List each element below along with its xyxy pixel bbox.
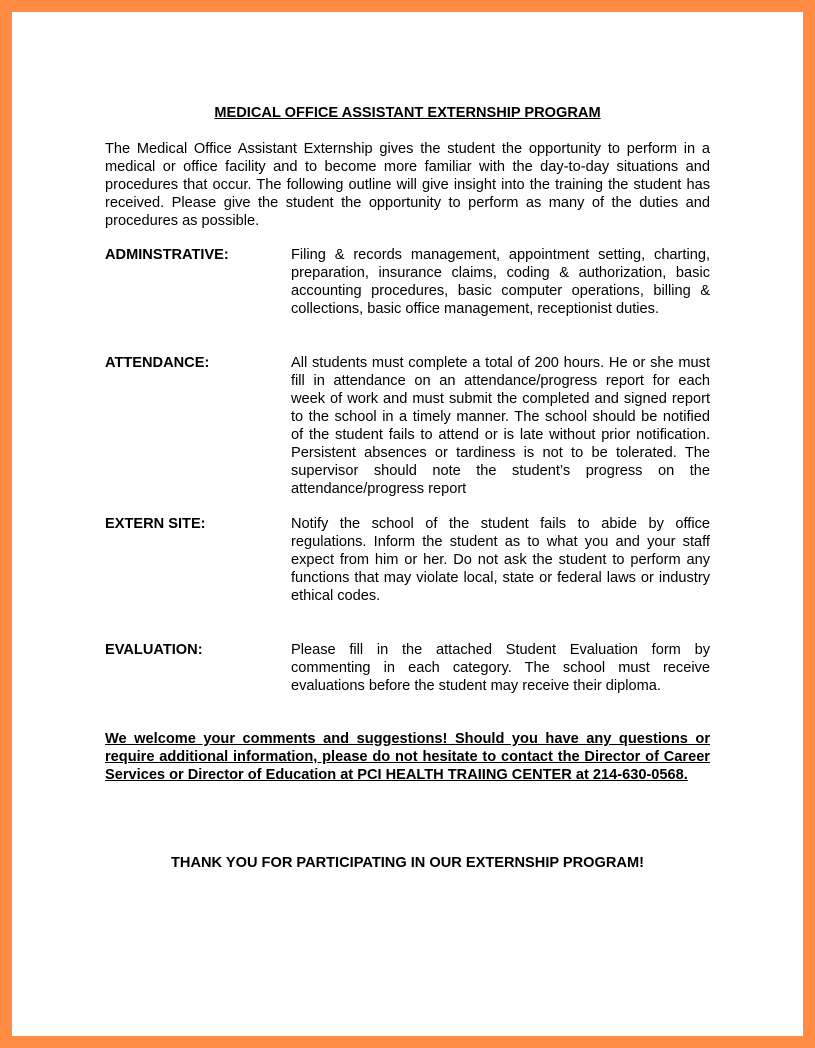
section-label: ATTENDANCE:: [105, 355, 210, 371]
section-text: All students must complete a total of 200 hours. He or she must fill in attendance on an attendance/progress report for each week of work and must submit the completed and signed report to the school in a timely manner. The school should be notified of the student fails to attend or is late without prior notification. Persistent absences or tardiness is not to be tolerated. The supervisor should note the student’s progress on the attendance/progress report: [291, 355, 710, 497]
section-text: Please fill in the attached Student Evaluation form by commenting in each category. The school must receive evaluations before the student may receive their diploma.: [291, 642, 710, 694]
section-attendance: [105, 354, 710, 498]
thank-you-line: THANK YOU FOR PARTICIPATING IN OUR EXTERNSHIP PROGRAM!: [171, 855, 644, 871]
intro-paragraph: The Medical Office Assistant Externship gives the student the opportunity to perform in a medical or office facility and to become more familiar with the day-to-day situations and procedures that occur. The following outline will give insight into the training the student has received. Please give the student the opportunity to perform as many of the duties and procedures as possible.: [105, 141, 710, 229]
document-title: MEDICAL OFFICE ASSISTANT EXTERNSHIP PROGRAM: [214, 105, 601, 121]
section-extern-site: [105, 515, 710, 605]
section-evaluation: [105, 641, 710, 695]
section-administrative: [105, 246, 710, 318]
section-label: EVALUATION:: [105, 642, 203, 658]
section-text: Filing & records management, appointment setting, charting, preparation, insurance claims, coding & authorization, basic accounting procedures, basic computer operations, billing & collections, basic office management, receptionist duties.: [291, 247, 710, 317]
document-content: [105, 104, 710, 872]
document-page: [12, 12, 803, 1036]
comments-paragraph: We welcome your comments and suggestions! Should you have any questions or require additional information, please do not hesitate to contact the Director of Career Services or Director of Education at PCI HEALTH TRAIING CENTER at 214-630-0568.: [105, 731, 710, 783]
section-text: Notify the school of the student fails to abide by office regulations. Inform the student as to what you and your staff expect from him or her. Do not ask the student to perform any functions that may violate local, state or federal laws or industry ethical codes.: [291, 516, 710, 604]
section-label: EXTERN SITE:: [105, 516, 206, 532]
section-label: ADMINSTRATIVE:: [105, 247, 229, 263]
